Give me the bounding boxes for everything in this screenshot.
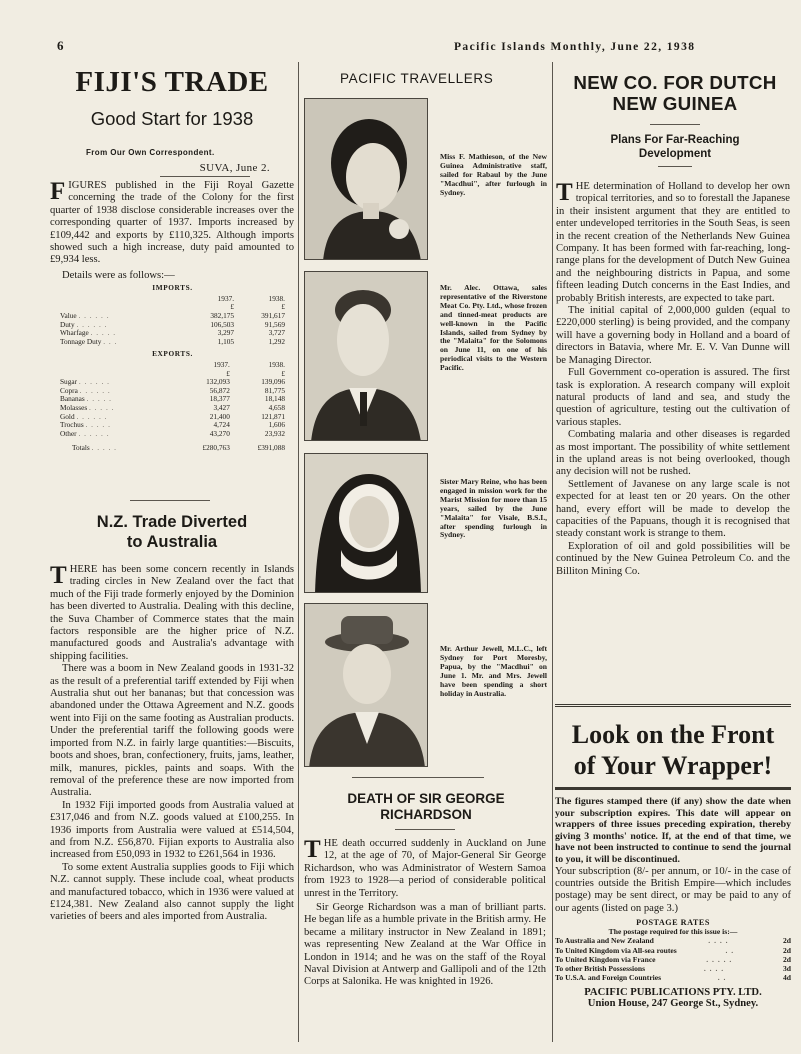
nz-paragraph: In 1932 Fiji imported goods from Australia valued at £317,046 and from N.Z. goods valued at £100,255. In 1936 imports from Australia were valued at £514,504, and from N.Z. £56,870. Fijian exports to Australia also increased from £50,093 in 1932 to £261,564 in 1936. (50, 799, 294, 861)
dutch-paragraph: Settlement of Javanese on any large scale is not expected for at least ten or 20 years. On the other hand, every effort will be made to develop the capacities of the Papuans, though it is recognised that steady constant work is strange to them. (556, 478, 790, 540)
running-header: Pacific Islands Monthly, June 22, 1938 (454, 41, 696, 53)
dutch-paragraph: Exploration of oil and gold possibilities will be continued by the New Guinea Petroleum Co. and the Billiton Mining Co. (556, 540, 790, 577)
exports-table (60, 350, 285, 453)
publisher-address: Union House, 247 George St., Sydney. (587, 998, 759, 1010)
rates-row: To United Kingdom via All-sea routes . . 2d (555, 945, 791, 955)
totals-row: Totals . . . . . £280,763 £391,088 (72, 443, 285, 453)
nz-paragraph: THERE has been some concern recently in Islands trading circles in New Zealand over the fact that much of the Fiji trade formerly enjoyed by the Dominion has been diverted to Australia. Dealing with this decline, the Suva Chamber of Commerce states that the main factors responsible are the higher price of N.Z. manufactured goods and Australia's advantage with shipping facilities. (50, 562, 294, 662)
dutch-paragraph: The initial capital of 2,000,000 gulden (equal to £220,000 sterling) is being provided, and the company will have a governing body in Holland and a board of directors in Batavia, where Mr. E. V. Van Dunne will be Managing Director. (556, 305, 790, 366)
death-paragraph: THE death occurred suddenly in Auckland on June 12, at the age of 70, of Major-General Sir George Richardson, who was Administrator of Western Samoa from 1923 to 1928—a period of considerable political unrest in the Territory. (304, 836, 546, 899)
dutch-paragraph: Combating malaria and other diseases is regarded as most important. The possibility of white settlement in the upland areas is not being overlooked, though any decision will not be rushed. (556, 429, 790, 478)
exports-unit: £ (281, 368, 285, 378)
table-row: Trochus . . . . . 4,724 1,606 (60, 420, 285, 430)
exports-heading: EXPORTS. (152, 349, 193, 359)
death-title: DEATH OF SIR GEORGE RICHARDSON (347, 791, 505, 822)
photo-sister-mary (304, 453, 428, 593)
table-row: Other . . . . . . 43,270 23,932 (60, 428, 285, 438)
dutch-title: NEW CO. FOR DUTCH NEW GUINEA (573, 72, 777, 114)
nz-trade-article (50, 512, 294, 924)
table-row: Bananas . . . . . 18,377 18,148 (60, 394, 285, 404)
rates-row: To Australia and New Zealand . . . . 2d (555, 936, 791, 946)
caption-mr-jewell: Mr. Arthur Jewell, M.L.C., left Sydney for Port Moresby, Papua, by the "Macdhui" on June 1. Mr. and Mrs. Jewell have been spending a short holiday in Australia. (440, 644, 547, 698)
fiji-paragraph: FIGURES published in the Fiji Royal Gazette concerning the trade of the Colony for the first quarter of 1938 disclose considerable increases over the corresponding quarter of 1937. Imports increased by £109,442 and exports by £110,325. Although imports showed such a high increase, duty paid amounted to £9,934 less. (50, 178, 294, 266)
photo-mr-jewell (304, 603, 428, 767)
caption-mr-ottawa: Mr. Alec. Ottawa, sales representative of the Riverstone Meat Co. Pty. Ltd., whose frozen and tinned-meat products are well-known in the Pacific Islands, sailed from Sydney by the "Malaita" for the Solomons on June 11, on one of his periodical visits to the Western Pacific. (440, 283, 547, 373)
fiji-dropcap: F (50, 178, 66, 205)
rates-row: To U.S.A. and Foreign Countries . . 4d (555, 973, 791, 983)
nz-paragraph: There was a boom in New Zealand goods in 1931-32 as the result of a preferential tariff extended by Fiji when Australia shut out her bananas; but that concession was abandoned under the Ottawa Agreement and N.Z. goods went into Fiji on the same footing as Australian products. Under the preferential tariff the following goods were imported from N.Z. in fairly large quantities:—Biscuits, boots and shoes, bran, confectionery, fruits, jams, leather, milk, manures, pickles, paints and soaps. With the removal of the preference these are now imported from Australia. (50, 663, 294, 799)
wrapper-subscription: Your subscription (8/- per annum, or 10/- in the case of countries outside the British Empire—which includes postage) may be sent direct, or may be paid to any of our agents (listed on page 3.) (555, 865, 791, 914)
caption-miss-mathieson: Miss F. Mathieson, of the New Guinea Administrative staff, sailed for Rabaul by the June "Macdhui", after furlough in Sydney. (440, 152, 547, 197)
section-divider (130, 500, 210, 501)
imports-year-1938: 1938. (268, 293, 285, 303)
dutch-paragraph: Full Government co-operation is assured. The first task is exploration. A research company will exploit natural products of land and sea, and study the question of agriculture, testing out the cultivation of various staples. (556, 367, 790, 428)
imports-table (60, 284, 285, 346)
fiji-byline: From Our Own Correspondent. (86, 148, 215, 157)
travellers-heading: PACIFIC TRAVELLERS (340, 71, 494, 86)
table-row: Duty . . . . . . 106,503 91,569 (60, 319, 285, 329)
title-rule (658, 166, 692, 167)
fiji-title: FIJI'S TRADE (75, 66, 269, 98)
title-rule (650, 124, 700, 125)
photo-mr-ottawa (304, 271, 428, 441)
nz-dropcap: T (50, 562, 67, 589)
portrait-man-hat-icon (305, 604, 428, 767)
wrapper-bold-paragraph: The figures stamped there (if any) show the date when your subscription expires. This date will appear on wrappers of three issues preceding expiration, thereby giving 3 months' notice. If, at the end of that time, we have not been instructed to continue to send the journal to you, it will be discontinued. (555, 796, 791, 865)
fiji-details-intro: Details were as follows:— (62, 269, 175, 281)
table-row: Wharfage . . . . . 3,297 3,727 (60, 328, 285, 338)
wrapper-notice (555, 704, 791, 1009)
column-rule (552, 62, 553, 1042)
title-rule (395, 829, 455, 830)
table-row: Value . . . . . . 382,175 391,617 (60, 311, 285, 321)
fiji-trade-article (50, 60, 294, 453)
dutch-dropcap: T (556, 179, 573, 206)
imports-unit: £ (230, 302, 235, 312)
caption-sister-mary: Sister Mary Reine, who has been engaged in mission work for the Marist Mission for more than 15 years, sailed by the June "Malaita" for Visale, B.S.I., after spending furlough in Sydney. (440, 477, 547, 540)
fiji-dateline-rule (160, 176, 250, 177)
nz-title: N.Z. Trade Diverted to Australia (96, 513, 248, 551)
fiji-subtitle: Good Start for 1938 (90, 108, 254, 129)
page-number: 6 (57, 38, 64, 53)
exports-unit: £ (226, 368, 230, 378)
imports-unit: £ (281, 302, 285, 312)
table-row: Gold . . . . . . 21,400 121,871 (60, 411, 285, 421)
wrapper-rule (555, 787, 791, 790)
imports-heading: IMPORTS. (152, 283, 193, 293)
dutch-article (556, 181, 790, 578)
table-row: Sugar . . . . . . 132,093 139,096 (60, 377, 285, 387)
table-row: Molasses . . . . . 3,427 4,658 (60, 402, 285, 412)
portrait-nun-icon (305, 454, 428, 593)
rates-row: To United Kingdom via France . . . . . 2d (555, 954, 791, 964)
publisher-name: PACIFIC PUBLICATIONS PTY. LTD. (584, 987, 762, 999)
fiji-dateline: SUVA, June 2. (199, 162, 270, 174)
column-rule (298, 62, 299, 1042)
dutch-subtitle: Plans For Far-Reaching Development (610, 134, 740, 160)
table-row: Tonnage Duty . . . 1,105 1,292 (60, 336, 285, 346)
section-divider (352, 777, 484, 778)
rates-intro: The postage required for this issue is:— (608, 927, 738, 937)
dutch-paragraph: THE determination of Holland to develop her own tropical territories, and so to forestall the Japanese in their insistent argument that they are entitled to enter undeveloped territories in the South Seas, is seen in the recent creation of the Netherlands New Guinea Company. It has been formed with far-reaching, long-range plans for the development of Dutch New Guinea and the neighbouring districts in Papua, and some fifteen leading Dutch concerns in the East Indies, and probably British interests, are expected to take part. (556, 179, 790, 304)
exports-year-1937: 1937. (213, 360, 230, 369)
nz-paragraph: To some extent Australia supplies goods to Fiji which N.Z. cannot supply. These include coal, wheat products and manufactured tobacco, which in 1936 were valued at £124,381. New Zealand also cannot supply the light varieties of beers and ales imported from Australia. (50, 861, 294, 923)
photo-miss-mathieson (304, 98, 428, 260)
table-row: Copra . . . . . . 56,872 81,775 (60, 385, 285, 395)
portrait-woman-icon (305, 99, 428, 260)
wrapper-title: Look on the Front of Your Wrapper! (571, 720, 775, 780)
rates-row: To other British Possessions . . . . 3d (555, 964, 791, 973)
death-paragraph: Sir George Richardson was a man of brilliant parts. He began life as a humble private in the British army. He became a military instructor in New Zealand in 1891; was representing New Zealand at the War Office in London in 1914; and he was on the staff of the Royal Naval Division at Antwerp and Gallipoli and of the 12th Corps at Salonika. He was knighted in 1926. (304, 902, 546, 988)
rates-heading: POSTAGE RATES (636, 918, 710, 928)
exports-year-1938: 1938. (268, 360, 285, 369)
portrait-man-icon (305, 272, 428, 441)
imports-year-1937: 1937. (217, 293, 235, 303)
death-dropcap: T (304, 836, 321, 863)
death-article (304, 838, 546, 989)
